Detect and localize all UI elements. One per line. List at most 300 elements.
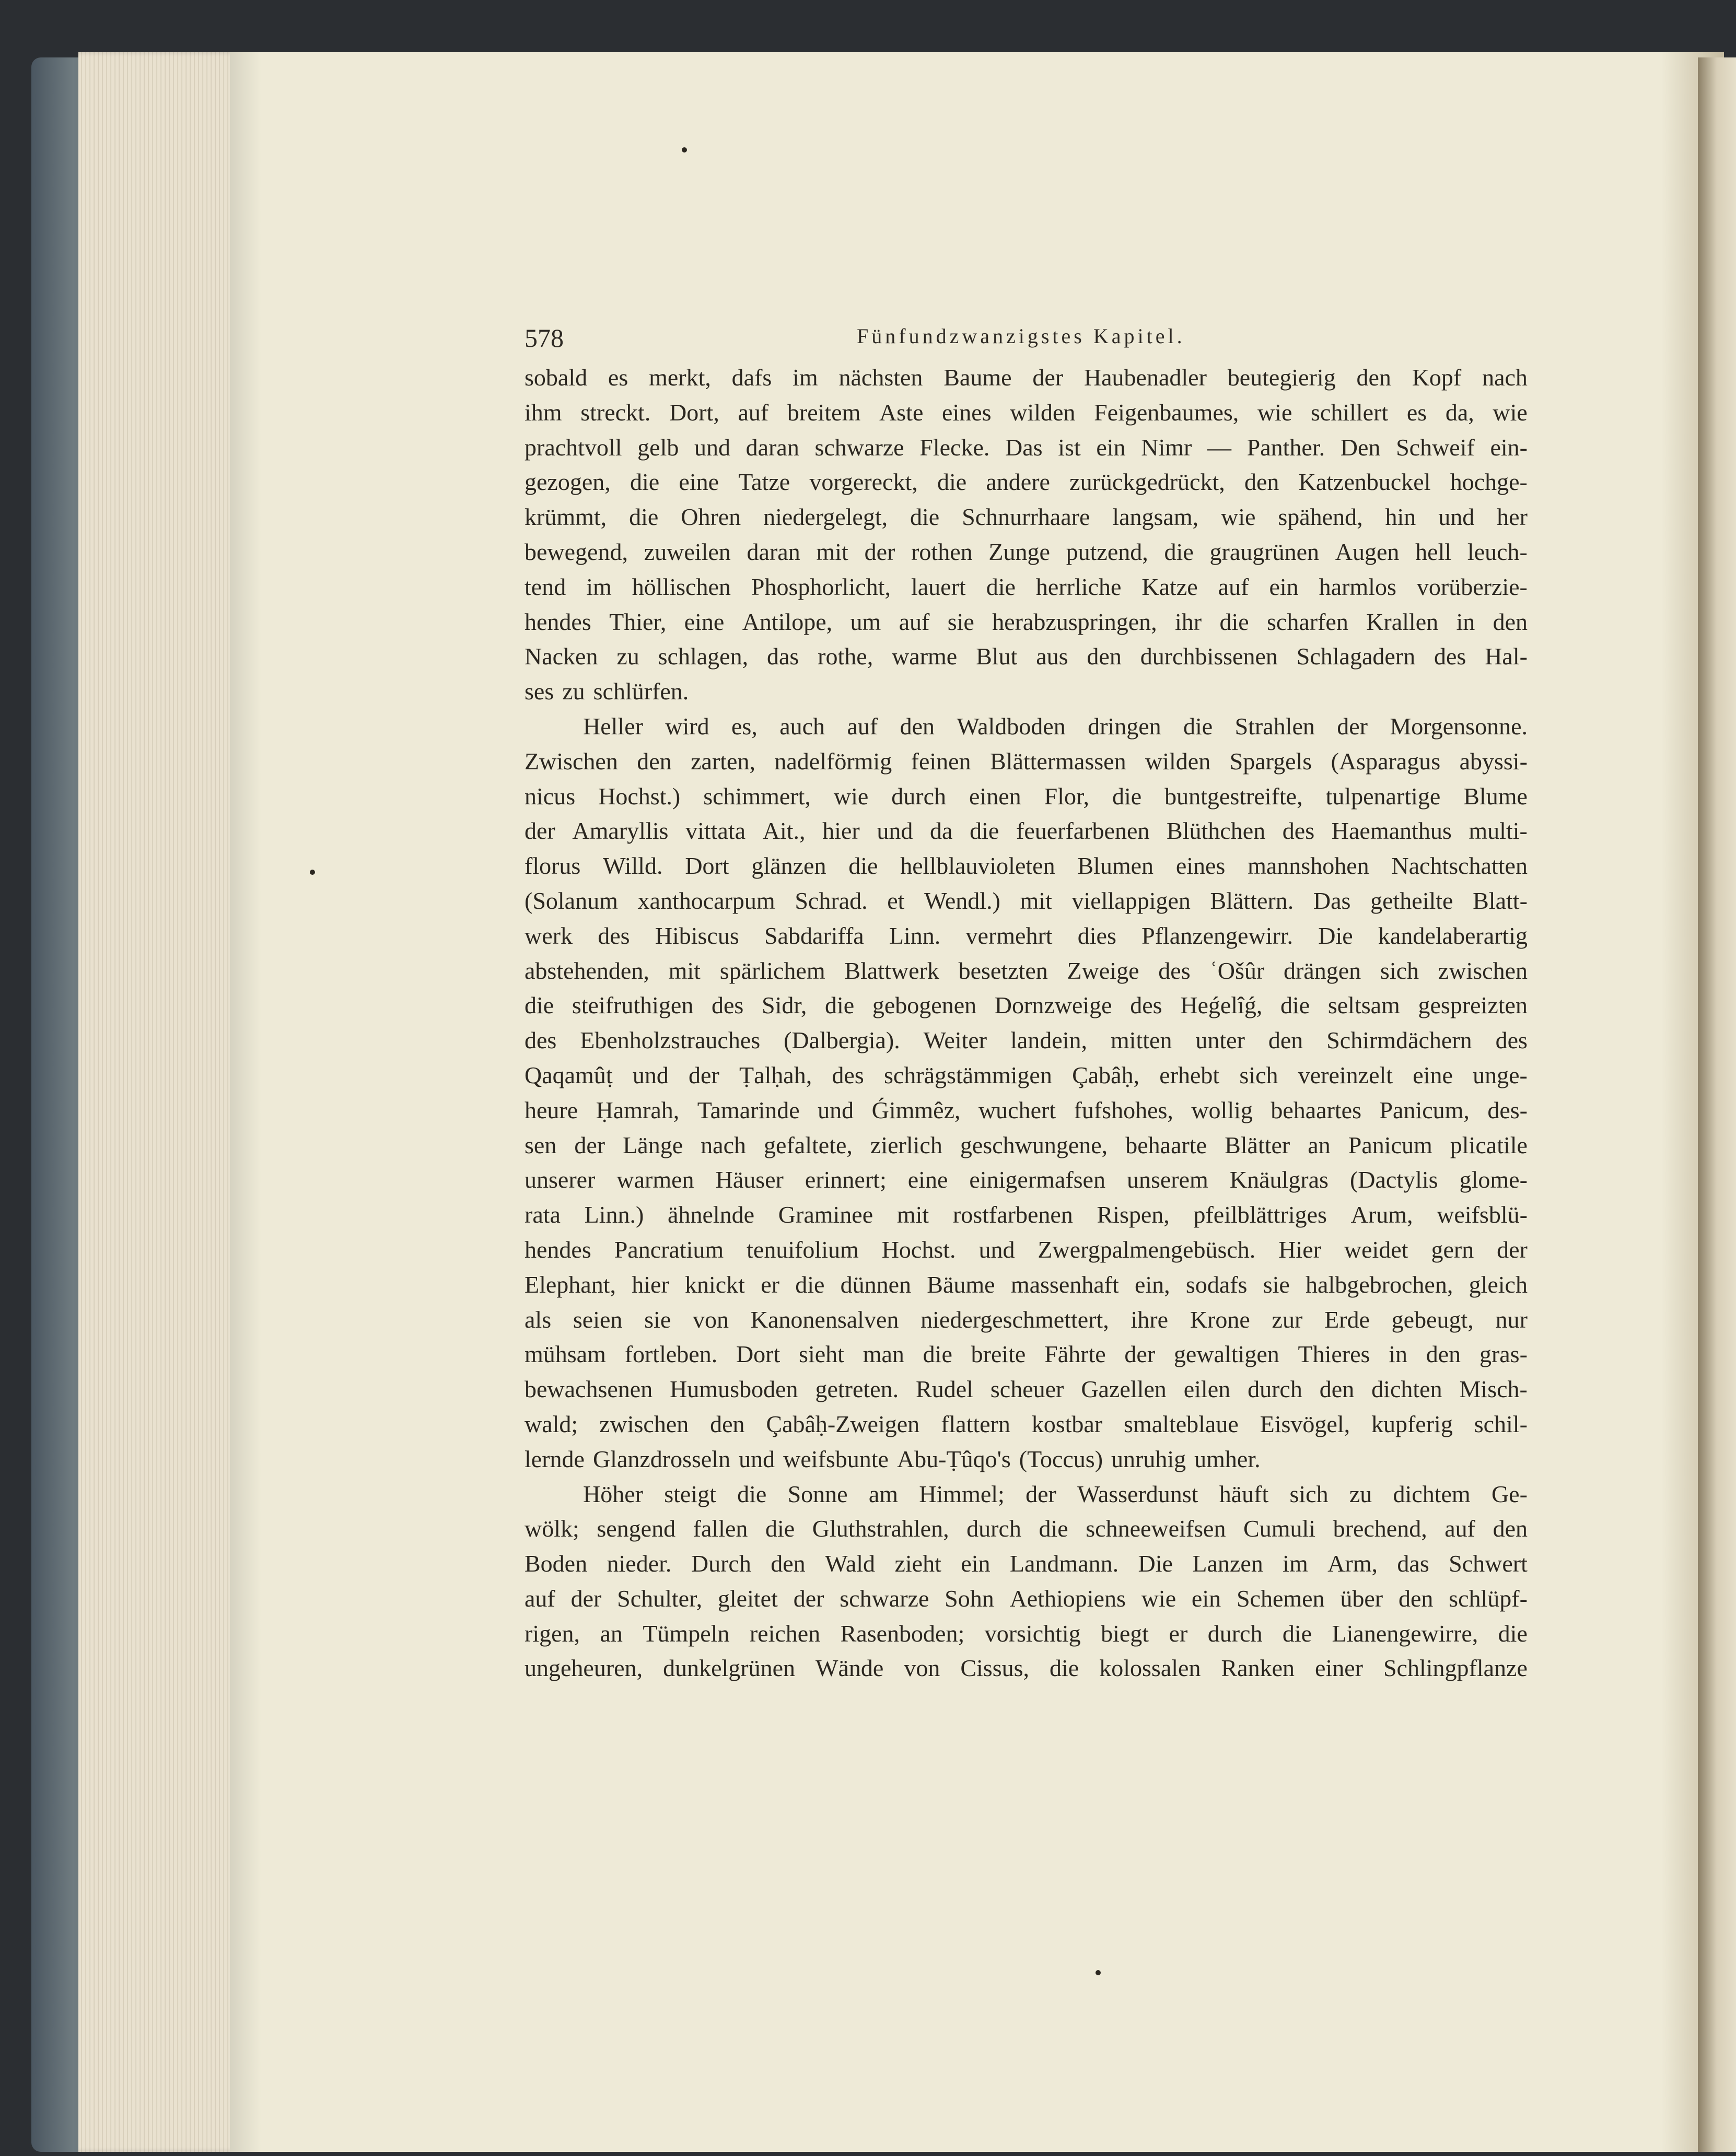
word: Hier (1278, 1236, 1321, 1263)
word: kupferig (1371, 1410, 1453, 1437)
word: niedergeschmettert, (921, 1306, 1109, 1333)
word: wie (1493, 399, 1528, 426)
word: Waldboden (957, 712, 1066, 740)
word: zur (1272, 1306, 1303, 1333)
word: gefaltete, (764, 1131, 853, 1158)
word: Dort, (669, 399, 719, 426)
word: Tümpeln (643, 1620, 730, 1647)
word: kandelaberartig (1378, 922, 1528, 949)
word: merkt, (649, 364, 711, 391)
word: Cissus, (960, 1655, 1030, 1682)
word: Zweige (1067, 957, 1139, 984)
word: Blatt- (1473, 887, 1528, 914)
word: zurückgedrückt, (1069, 468, 1225, 496)
text-line (525, 988, 1528, 1023)
word: knickt (684, 1271, 745, 1298)
text-line (525, 570, 1528, 605)
word: Blattwerk (844, 957, 939, 984)
word: die (1219, 608, 1249, 635)
word: scharfen (1267, 608, 1348, 635)
word: die (630, 468, 660, 496)
word: Linn.) (584, 1201, 644, 1228)
word: nächsten (838, 364, 923, 391)
word: Thieres (1298, 1341, 1370, 1368)
word: da, (1445, 399, 1474, 426)
word: et (887, 887, 905, 914)
word: sie (1263, 1271, 1290, 1298)
word: vittata (685, 817, 746, 845)
word: gebeugt, (1391, 1306, 1474, 1333)
text-line (525, 1651, 1528, 1686)
word: schwarze (814, 433, 904, 461)
word: den (710, 1410, 745, 1437)
word: Schlingpflanze (1383, 1655, 1528, 1682)
text-line (525, 500, 1528, 535)
word: hin (1385, 503, 1416, 531)
word: die (1039, 1515, 1068, 1542)
word: scheuer (990, 1376, 1064, 1403)
word: Weiter (923, 1027, 987, 1054)
word: der (689, 1061, 719, 1088)
word: bewegend, (525, 538, 628, 565)
word: Blättern. (1210, 887, 1294, 914)
word: Kanonensalven (750, 1306, 899, 1333)
word: des (1158, 957, 1191, 984)
word: biegt (1101, 1620, 1149, 1647)
word: mit (668, 957, 701, 984)
ink-speck (1096, 1970, 1101, 1975)
word: der (1032, 364, 1064, 391)
word: es (1406, 399, 1427, 426)
word: Ṭalḥah, (739, 1061, 812, 1088)
word: andere (986, 468, 1050, 496)
text-line (525, 465, 1528, 500)
word: gezogen, (525, 468, 611, 496)
word: Fährte (1044, 1341, 1106, 1368)
word: die (923, 1341, 952, 1368)
word: schillert (1311, 399, 1389, 426)
word: hellblauvioleten (900, 852, 1055, 880)
word: der (1337, 712, 1368, 740)
word: pfeilblättriges (1193, 1201, 1327, 1228)
word: den (1087, 643, 1122, 670)
word: den (900, 712, 935, 740)
word: schrägstämmigen (883, 1061, 1052, 1088)
word: (Dalbergia). (784, 1027, 900, 1054)
word: unruhig (1111, 1445, 1186, 1472)
word: wölk; (525, 1515, 579, 1542)
text-line (525, 535, 1528, 570)
word: der (570, 1585, 602, 1612)
word: tulpenartige (1325, 782, 1441, 810)
word: dichtem (1393, 1480, 1471, 1507)
word: mitten (1110, 1027, 1172, 1054)
word: florus (525, 852, 581, 880)
word: Ǵimmêz, (871, 1096, 961, 1123)
word: die (986, 573, 1016, 600)
text-line (525, 1128, 1528, 1163)
word: Glanzdrosseln (592, 1445, 731, 1472)
word: ähnelnde (668, 1201, 755, 1228)
word: Morgensonne. (1390, 712, 1528, 740)
word: fufshohes, (1074, 1096, 1173, 1123)
word: des (1434, 643, 1466, 670)
word: Arum, (1350, 1201, 1413, 1228)
word: schimmert, (703, 782, 811, 810)
word: umher. (1194, 1445, 1261, 1472)
word: krümmt, (525, 503, 607, 531)
word: und (632, 1061, 669, 1088)
word: das (766, 643, 799, 670)
word: des (712, 992, 744, 1019)
word: (Solanum (525, 887, 618, 914)
word: Krone (1190, 1306, 1250, 1333)
word: den (637, 747, 672, 775)
word: Erde (1324, 1306, 1370, 1333)
word: hell (1415, 538, 1452, 565)
word: hendes (525, 1236, 591, 1263)
word: Nimr (1141, 433, 1192, 461)
word: durch (966, 1515, 1021, 1542)
word: mit (816, 538, 848, 565)
word: wird (665, 712, 709, 740)
word: unserer (525, 1166, 596, 1193)
text-line (525, 779, 1528, 814)
text-line (525, 919, 1528, 954)
word: Eisvögel, (1260, 1410, 1350, 1437)
word: herrliche (1035, 573, 1122, 600)
text-line (525, 814, 1528, 849)
word: Schemen (1236, 1585, 1325, 1612)
word: Pancratium (614, 1236, 724, 1263)
word: hochge- (1450, 468, 1528, 496)
word: den (1244, 468, 1279, 496)
word: Willd. (603, 852, 663, 880)
text-line (525, 849, 1528, 884)
word: an (1308, 1131, 1331, 1158)
word: Blüthchen (1167, 817, 1266, 845)
ink-speck (310, 870, 315, 875)
word: Zunge (988, 538, 1050, 565)
word: prachtvoll (525, 433, 622, 461)
word: den (771, 1550, 806, 1577)
word: Nacken (525, 643, 598, 670)
word: kolossalen (1099, 1655, 1201, 1682)
word: halbgebrochen, (1306, 1271, 1453, 1298)
word: heure (525, 1096, 578, 1123)
word: an (600, 1620, 623, 1647)
word: durchbissenen (1140, 643, 1278, 670)
word: dunkelgrünen (663, 1655, 796, 1682)
word: wie (1257, 399, 1292, 426)
text-line (525, 1198, 1528, 1233)
word: wilden (1010, 399, 1076, 426)
word: Hal- (1485, 643, 1528, 670)
word: drängen (1283, 957, 1361, 984)
text-line (525, 1023, 1528, 1058)
word: der (793, 1585, 824, 1612)
word: es, (731, 712, 758, 740)
word: vorüberzie- (1416, 573, 1528, 600)
word: eine (907, 1166, 948, 1193)
word: der (525, 817, 555, 845)
word: sich (1380, 957, 1419, 984)
word: sobald (525, 364, 588, 391)
word: landein, (1010, 1027, 1087, 1054)
word: ein (961, 1550, 991, 1577)
word: Ebenholzstrauches (580, 1027, 761, 1054)
word: behaarte (1125, 1131, 1207, 1158)
word: ihr (1175, 608, 1202, 635)
word: flattern (941, 1410, 1010, 1437)
word: ein (1096, 433, 1126, 461)
word: viellappigen (1071, 887, 1191, 914)
word: erhebt (1159, 1061, 1220, 1088)
word: graugrünen (1209, 538, 1319, 565)
word: schlagen, (658, 643, 749, 670)
word: im (793, 364, 818, 391)
word: sen (525, 1131, 557, 1158)
word: glome- (1459, 1166, 1528, 1193)
word: er (1169, 1620, 1188, 1647)
word: Himmel; (919, 1480, 1005, 1507)
word: nach (701, 1131, 746, 1158)
word: und (818, 1096, 854, 1123)
word: behaartes (1271, 1096, 1361, 1123)
word: Graminee (778, 1201, 873, 1228)
word: gespreizten (1418, 992, 1528, 1019)
word: mühsam (525, 1341, 606, 1368)
word: seien (573, 1306, 623, 1333)
word: Tamarinde (697, 1096, 800, 1123)
text-line (525, 639, 1528, 674)
word: sie (644, 1306, 671, 1333)
word: Die (1318, 922, 1353, 949)
word: gelb (637, 433, 679, 461)
word: eilen (1183, 1376, 1231, 1403)
text-line (525, 1616, 1528, 1651)
word: Panther. (1246, 433, 1325, 461)
word: der (1497, 1236, 1528, 1263)
word: — (1207, 433, 1231, 461)
word: weifsblü- (1437, 1201, 1528, 1228)
text-line (525, 1442, 1528, 1477)
word: Blut (976, 643, 1018, 670)
word: wie (833, 782, 869, 810)
word: breitem (787, 399, 861, 426)
word: Nachtschatten (1391, 852, 1528, 880)
word: eine (684, 608, 725, 635)
word: Rispen, (1097, 1201, 1170, 1228)
word: die (848, 852, 878, 880)
word: vorsichtig (984, 1620, 1081, 1647)
text-line (525, 1372, 1528, 1407)
word: Schwert (1449, 1550, 1528, 1577)
word: niedergelegt, (763, 503, 888, 531)
word: ʿOšûr (1209, 957, 1265, 984)
word: geschwungene, (960, 1131, 1108, 1158)
word: von (904, 1655, 940, 1682)
word: als (525, 1306, 552, 1333)
word: steigt (664, 1480, 716, 1507)
word: Augen (1335, 538, 1400, 565)
word: getreten. (815, 1376, 899, 1403)
word: rostfarbenen (952, 1201, 1073, 1228)
word: Zwergpalmengebüsch. (1038, 1236, 1256, 1263)
word: Blume (1463, 782, 1528, 810)
word: Kopf (1412, 364, 1462, 391)
word: herabzuspringen, (992, 608, 1157, 635)
word: den (1398, 1585, 1434, 1612)
page-number: 578 (525, 323, 564, 353)
word: Schirmdächern (1326, 1027, 1472, 1054)
word: dichten (1371, 1376, 1442, 1403)
text-line (525, 1268, 1528, 1303)
word: feinen (911, 747, 971, 775)
word: Blätter (1225, 1131, 1290, 1158)
word: vorgereckt, (809, 468, 918, 496)
word: abyssi- (1459, 747, 1528, 775)
word: Wände (815, 1655, 884, 1682)
word: Panicum, (1379, 1096, 1470, 1123)
word: und (739, 1445, 775, 1472)
word: massenhaft (1010, 1271, 1119, 1298)
word: hier (632, 1271, 669, 1298)
word: des- (1487, 1096, 1528, 1123)
word: Länge (623, 1131, 683, 1158)
word: des (1282, 817, 1315, 845)
word: um (850, 608, 881, 635)
word: Häuser (715, 1166, 784, 1193)
word: zu (562, 678, 585, 705)
word: Hibiscus (655, 922, 739, 949)
word: Katzenbuckel (1298, 468, 1431, 496)
word: wald; (525, 1410, 578, 1437)
word: den (1493, 608, 1528, 635)
word: nur (1495, 1306, 1528, 1333)
word: eines (1175, 852, 1226, 880)
word: die (970, 817, 999, 845)
word: sich (1239, 1061, 1278, 1088)
word: die (525, 992, 554, 1019)
word: sich (1289, 1480, 1329, 1507)
word: seltsam (1327, 992, 1400, 1019)
word: ses (525, 678, 554, 705)
word: gewaltigen (1173, 1341, 1279, 1368)
word: des (832, 1061, 864, 1088)
word: das (1397, 1550, 1429, 1577)
word: man (863, 1341, 904, 1368)
word: Haubenadler (1083, 364, 1207, 391)
text-line (525, 744, 1528, 779)
word: warme (892, 643, 958, 670)
word: gras- (1479, 1341, 1528, 1368)
word: unge- (1473, 1061, 1528, 1088)
word: des (1130, 992, 1162, 1019)
word: Haemanthus (1331, 817, 1452, 845)
word: Blättermassen (989, 747, 1126, 775)
word: ist (1058, 433, 1081, 461)
word: den (1319, 1376, 1355, 1403)
word: wie (1221, 503, 1256, 531)
word: lernde (525, 1445, 585, 1472)
word: rata (525, 1201, 561, 1228)
word: streckt. (580, 399, 651, 426)
text-line (525, 605, 1528, 640)
next-page-edge (1698, 57, 1736, 2152)
text-line (525, 1337, 1528, 1372)
text-line (525, 1303, 1528, 1338)
word: wilden (1145, 747, 1211, 775)
word: auch (779, 712, 825, 740)
word: zu (1349, 1480, 1372, 1507)
word: spärlichem (719, 957, 825, 984)
word: putzend, (1066, 538, 1148, 565)
word: Gazellen (1081, 1376, 1167, 1403)
word: es (608, 364, 628, 391)
word: Schnurrhaare (962, 503, 1090, 531)
word: xanthocarpum (637, 887, 775, 914)
word: einer (1315, 1655, 1363, 1682)
word: wuchert (978, 1096, 1056, 1123)
word: Rudel (916, 1376, 973, 1403)
word: eine (1413, 1061, 1453, 1088)
word: Spargels (1229, 747, 1312, 775)
word: Dort (685, 852, 729, 880)
word: ein (1269, 573, 1299, 600)
word: er (761, 1271, 779, 1298)
word: die (937, 468, 967, 496)
word: im (1283, 1550, 1308, 1577)
text-line (525, 1546, 1528, 1581)
word: den (1268, 1027, 1303, 1054)
word: Wendl.) (924, 887, 1000, 914)
word: vereinzelt (1298, 1061, 1393, 1088)
word: Krallen (1366, 608, 1439, 635)
word: die (1050, 1655, 1079, 1682)
word: die (1282, 1620, 1312, 1647)
word: Ḥamrah, (596, 1096, 680, 1123)
word: gebogenen (872, 992, 977, 1019)
word: breite (971, 1341, 1026, 1368)
word: Schrad. (795, 887, 868, 914)
word: Landmann. (1009, 1550, 1119, 1577)
word: Abu-Ṭûqo's (896, 1445, 1011, 1472)
word: die (737, 1480, 767, 1507)
word: feuerfarbenen (1016, 817, 1150, 845)
word: Rasenboden; (840, 1620, 965, 1647)
word: am (868, 1480, 899, 1507)
word: Blumen (1077, 852, 1154, 880)
word: Baume (943, 364, 1012, 391)
word: einen (969, 782, 1021, 810)
word: Den (1340, 433, 1381, 461)
word: Lianengewirre, (1332, 1620, 1478, 1647)
word: Dornzweige (994, 992, 1112, 1019)
word: Çabâḥ-Zweigen (766, 1410, 920, 1437)
word: werk (525, 922, 573, 949)
word: Ait., (762, 817, 806, 845)
word: gern (1431, 1236, 1474, 1263)
word: Qaqamûṭ (525, 1061, 613, 1088)
word: daran (745, 433, 799, 461)
word: des (598, 922, 630, 949)
word: zwischen (599, 1410, 689, 1437)
word: sengend (597, 1515, 676, 1542)
word: Heǵelîǵ, (1180, 992, 1263, 1019)
word: her (1497, 503, 1528, 531)
word: und (1438, 503, 1475, 531)
